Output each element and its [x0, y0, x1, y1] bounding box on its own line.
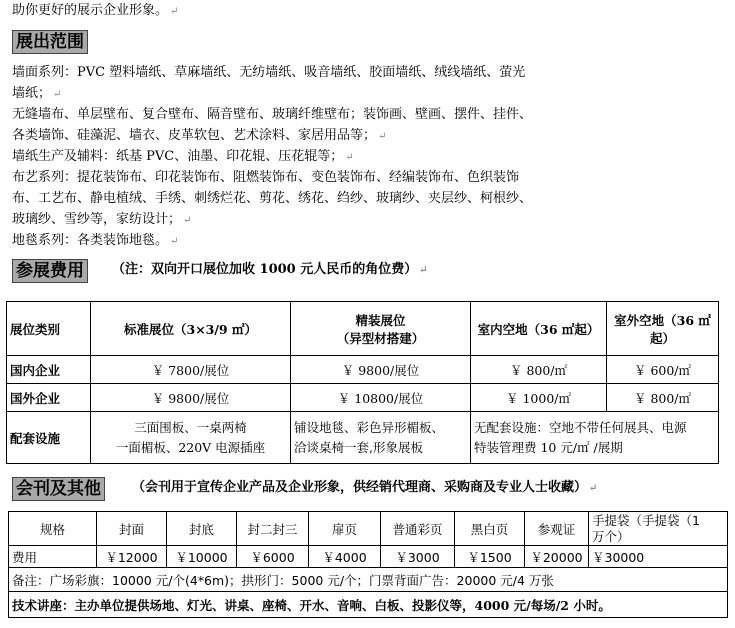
- journal-note: （会刊用于宣传企业产品及企业形象，供经销代理商、采购商及专业人士收藏） ↵: [132, 480, 598, 495]
- col-color-page: 普通彩页: [381, 512, 455, 546]
- intro-line: 助你更好的展示企业形象。 ↵: [12, 3, 179, 18]
- journal-header-row: [9, 512, 728, 546]
- col-standard: 标准展位（3×3/9 ㎡）: [91, 302, 291, 356]
- price-cell: ￥1500: [455, 546, 525, 568]
- fees-row-domestic: [7, 356, 719, 384]
- exhibit-line: 布、工艺布、静电植绒、手绣、刺绣烂花、剪花、绣花、绉纱、玻璃纱、夹层纱、柯根纱、: [12, 191, 533, 206]
- col-visitor-pass: 参观证: [525, 512, 589, 546]
- price-cell: ￥ 9800/展位: [91, 384, 291, 412]
- col-title-page: 扉页: [309, 512, 381, 546]
- exhibit-line: 墙纸； ↵: [12, 86, 62, 101]
- col-indoor: 室内空地（36 ㎡起）: [471, 302, 607, 356]
- price-cell: ￥3000: [381, 546, 455, 568]
- price-cell: ￥ 9800/展位: [291, 356, 471, 384]
- fees-row-facilities: [7, 412, 719, 464]
- exhibit-line: 地毯系列：各类装饰地毯。 ↵: [12, 233, 179, 248]
- price-cell: ￥ 7800/展位: [91, 356, 291, 384]
- col-bw-page: 黑白页: [455, 512, 525, 546]
- facilities-space: 无配套设施：空地不带任何展具、电源 特装管理费 10 元/㎡ /展期: [471, 412, 719, 464]
- col-booth-type: 展位类别: [7, 302, 91, 356]
- facilities-premium: 铺设地毯、彩色异形楣板、 洽谈桌椅一套,形象展板: [291, 412, 471, 464]
- exhibit-line: 墙面系列：PVC 塑料墙纸、草麻墙纸、无纺墙纸、吸音墙纸、胶面墙纸、绒线墙纸、萤光: [12, 65, 526, 80]
- exhibit-line: 墙纸生产及辅料：纸基 PVC、油墨、印花辊、压花辊等； ↵: [12, 149, 354, 164]
- price-cell: ￥ 10800/展位: [291, 384, 471, 412]
- fees-row-foreign: [7, 384, 719, 412]
- exhibits-heading: 展出范围: [12, 30, 88, 54]
- col-back-cover: 封底: [167, 512, 237, 546]
- row-label: 国外企业: [7, 384, 91, 412]
- price-cell: ￥ 800/㎡: [471, 356, 607, 384]
- facilities-standard: 三面围板、一桌两椅 一面楣板、220V 电源插座: [91, 412, 291, 464]
- price-cell: ￥4000: [309, 546, 381, 568]
- col-tote-bag: 手提袋（手提袋（1 万个）: [589, 512, 728, 546]
- price-cell: ￥ 800/㎡: [607, 384, 719, 412]
- price-cell: ￥ 1000/㎡: [471, 384, 607, 412]
- journal-remark-row: [9, 568, 728, 592]
- price-cell: ￥12000: [97, 546, 167, 568]
- price-cell: ￥20000: [525, 546, 589, 568]
- exhibit-line: 玻璃纱、雪纱等，家纺设计； ↵: [12, 212, 192, 227]
- price-cell: ￥30000: [589, 546, 728, 568]
- col-spec: 规格: [9, 512, 97, 546]
- journal-lecture-row: [9, 592, 728, 618]
- price-label: 费用: [9, 546, 97, 568]
- remark-cell: 备注：广场彩旗：10000 元/个(4*6m)；拱形门：5000 元/个；门票背面广告：20000 元/4 万张: [9, 568, 728, 592]
- price-cell: ￥ 600/㎡: [607, 356, 719, 384]
- price-cell: ￥6000: [237, 546, 309, 568]
- journal-heading: 会刊及其他: [12, 477, 105, 501]
- price-cell: ￥10000: [167, 546, 237, 568]
- journal-price-row: [9, 546, 728, 568]
- lecture-cell: 技术讲座：主办单位提供场地、灯光、讲桌、座椅、开水、音响、白板、投影仪等，4000 元/每场/2 小时。: [9, 592, 728, 618]
- col-inside-covers: 封二封三: [237, 512, 309, 546]
- fees-table: [6, 301, 719, 464]
- exhibit-line: 无缝墙布、单层壁布、复合壁布、隔音壁布、玻璃纤维壁布；装饰画、壁画、摆件、挂件、: [12, 107, 533, 122]
- col-premium: 精装展位 （异型材搭建）: [291, 302, 471, 356]
- col-cover: 封面: [97, 512, 167, 546]
- row-label: 国内企业: [7, 356, 91, 384]
- exhibit-line: 各类墙饰、硅藻泥、墙衣、皮革软包、艺术涂料、家居用品等； ↵: [12, 128, 387, 143]
- exhibit-line: 布艺系列：提花装饰布、印花装饰布、阻燃装饰布、变色装饰布、经编装饰布、色织装饰: [12, 170, 520, 185]
- col-outdoor: 室外空地（36 ㎡ 起）: [607, 302, 719, 356]
- fees-header-row: [7, 302, 719, 356]
- row-label: 配套设施: [7, 412, 91, 464]
- journal-table: [8, 511, 728, 618]
- fees-heading: 参展费用: [12, 259, 88, 283]
- fees-note: （注：双向开口展位加收 1000 元人民币的角位费） ↵: [112, 262, 428, 277]
